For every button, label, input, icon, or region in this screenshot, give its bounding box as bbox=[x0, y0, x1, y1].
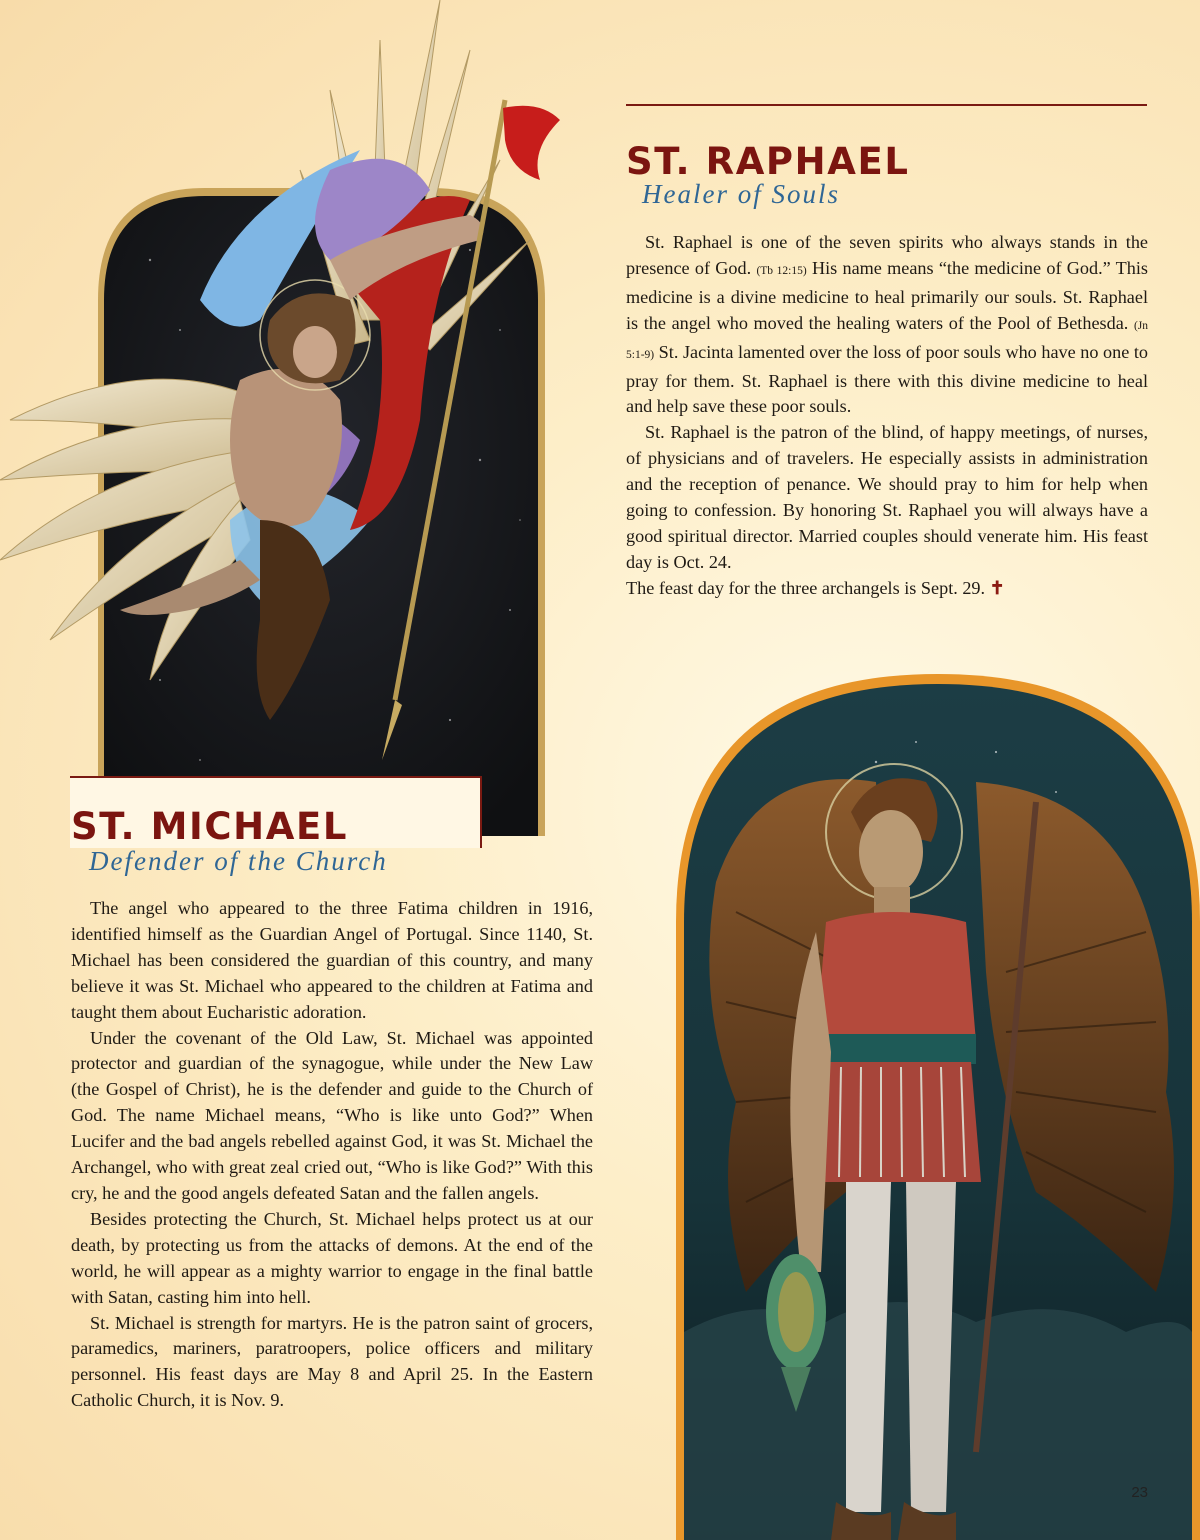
raphael-body bbox=[626, 230, 1148, 602]
michael-paragraph-3: Besides protecting the Church, St. Michael helps protect us at our death, by protecting us from the attacks of demons. At the end of the world, he will appear as a mighty warrior to engage in the final battle with Satan, casting him into hell. bbox=[71, 1208, 593, 1307]
archangel-spear-illustration bbox=[0, 0, 560, 840]
page-number: 23 bbox=[1131, 1484, 1148, 1501]
michael-paragraph-4: St. Michael is strength for martyrs. He is the patron saint of grocers, paramedics, mariners, paratroopers, police officers and military personnel. His feast days are May 8 and April 25. In the Eastern Catholic Church, it is Nov. 9. bbox=[71, 1312, 593, 1411]
scripture-reference: (Tb 12:15) bbox=[756, 264, 807, 277]
michael-subtitle: Defender of the Church bbox=[89, 846, 388, 876]
raphael-paragraph-1: St. Raphael is one of the seven spirits who always stands in the presence of God. (Tb 12:15) His name means “the medicine of God.” This medicine is a divine medicine to heal primarily our souls. St. Raphael is the angel who moved the healing waters of the Pool of Bethesda. (Jn 5:1-9) St. Jacinta lamented over the loss of poor souls who have no one to pray for them. St. Raphael is there with this divine medicine to heal and help save these poor souls. bbox=[626, 232, 1148, 417]
archangel-fish-illustration bbox=[676, 672, 1200, 1540]
raphael-paragraph-3: The feast day for the three archangels is Sept. 29. ✝ bbox=[626, 577, 1005, 598]
michael-body bbox=[71, 896, 593, 1414]
raphael-subtitle: Healer of Souls bbox=[642, 179, 840, 209]
michael-title: ST. MICHAEL bbox=[71, 805, 348, 848]
raphael-top-rule bbox=[626, 104, 1147, 106]
raphael-title: ST. RAPHAEL bbox=[626, 140, 910, 183]
raphael-paragraph-2: St. Raphael is the patron of the blind, of happy meetings, of nurses, of physicians and of travelers. He especially assists in administration and the reception of penance. We should pray to him for help when going to confession. By honoring St. Raphael you will always have a good spiritual director. Married couples should venerate him. His feast day is Oct. 24. bbox=[626, 422, 1148, 572]
cross-end-mark-icon: ✝ bbox=[989, 577, 1005, 598]
michael-paragraph-1: The angel who appeared to the three Fatima children in 1916, identified himself as the Guardian Angel of Portugal. Since 1140, St. Michael has been considered the guardian of this country, and many believe it was St. Michael who appeared to the children at Fatima and taught them about Eucharistic adoration. bbox=[71, 898, 593, 1022]
scripture-reference: (Jn 5:1-9) bbox=[626, 319, 1148, 361]
michael-paragraph-2: Under the covenant of the Old Law, St. Michael was appointed protector and guardian of the synagogue, while under the New Law (the Gospel of Christ), he is the defender and guide to the Church of God. The name Michael means, “Who is like unto God?” When Lucifer and the bad angels rebelled against God, it was St. Michael the Archangel, who with great zeal cried out, “Who is like God?” With this cry, he and the good angels defeated Satan and the fallen angels. bbox=[71, 1027, 593, 1203]
